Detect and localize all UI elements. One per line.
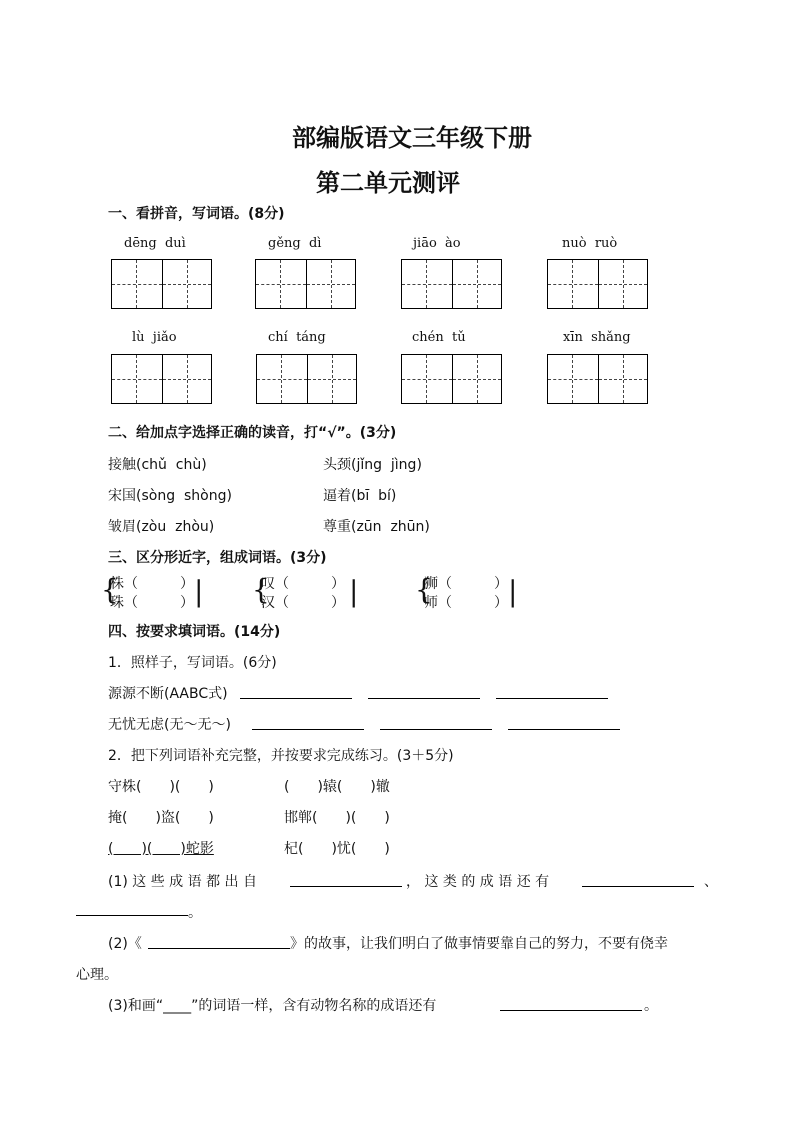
answer-line[interactable] (582, 886, 694, 887)
answer-line[interactable] (496, 698, 608, 699)
idiom-blank[interactable]: 邯郸( )( ) (284, 810, 390, 826)
pinyin-label: xīn shǎng (563, 330, 631, 345)
idiom-blank[interactable]: ( )辕( )辙 (284, 779, 390, 795)
idiom-blank[interactable]: 杞( )忧( ) (284, 841, 390, 857)
example-word: 无忧无虑(无～无～) (108, 717, 231, 733)
question-2-label: 2．把下列词语补充完整，并按要求完成练习。(3＋5分) (108, 748, 454, 764)
idiom-blank-underlined[interactable]: ( )( )蛇影 (108, 841, 214, 857)
writing-grid[interactable] (111, 354, 212, 404)
writing-grid[interactable] (547, 354, 648, 404)
practice-2-text: (2)《 (108, 936, 142, 952)
section-1-heading: 一、看拼音，写词语。(8分) (108, 206, 285, 222)
section-3-heading: 三、区分形近字，组成词语。(3分) (108, 550, 327, 566)
right-bracket: | (194, 575, 204, 608)
writing-grid[interactable] (256, 354, 357, 404)
pinyin-label: nuò ruò (562, 236, 618, 251)
idiom-blank[interactable]: 掩( )盗( ) (108, 810, 214, 826)
answer-line[interactable] (290, 886, 402, 887)
pronunciation-item[interactable]: 逼着(bī bí) (323, 488, 397, 504)
char-pair-item[interactable]: 师（ ） (424, 595, 508, 611)
char-pair-item[interactable]: 狮（ ） (424, 576, 508, 592)
writing-grid[interactable] (547, 259, 648, 309)
pinyin-label: chí táng (268, 330, 326, 345)
page-subtitle: 第二单元测评 (316, 169, 460, 197)
pronunciation-item[interactable]: 接触(chǔ chù) (108, 457, 207, 473)
answer-line[interactable] (148, 948, 290, 949)
pinyin-label: dēng duì (124, 236, 186, 251)
answer-line[interactable] (508, 729, 620, 730)
practice-2-text: 心理。 (76, 967, 118, 983)
answer-line[interactable] (240, 698, 352, 699)
answer-line[interactable] (380, 729, 492, 730)
char-pair-item[interactable]: 汉（ ） (261, 595, 345, 611)
pinyin-label: chén tǔ (412, 330, 466, 345)
example-word: 源源不断(AABC式) (108, 686, 228, 702)
pronunciation-item[interactable]: 头颈(jǐng jìng) (323, 457, 422, 473)
practice-1-text: 、 (704, 874, 718, 890)
practice-2-text: 》的故事，让我们明白了做事情要靠自己的努力，不要有侥幸 (290, 936, 668, 952)
char-pair-item[interactable]: 珠（ ） (110, 595, 194, 611)
idiom-blank[interactable]: 守株( )( ) (108, 779, 214, 795)
pronunciation-item[interactable]: 宋国(sòng shòng) (108, 488, 232, 504)
writing-grid[interactable] (255, 259, 356, 309)
char-pair-item[interactable]: 叹（ ） (261, 576, 345, 592)
practice-1-text: 。 (188, 905, 202, 921)
pronunciation-item[interactable]: 皱眉(zòu zhòu) (108, 519, 215, 535)
practice-1-text: (1) 这 些 成 语 都 出 自 (108, 874, 257, 890)
right-bracket: | (508, 575, 518, 608)
writing-grid[interactable] (401, 354, 502, 404)
answer-line[interactable] (252, 729, 364, 730)
left-brace: { (415, 573, 433, 606)
pronunciation-item[interactable]: 尊重(zūn zhūn) (323, 519, 430, 535)
left-brace: { (101, 573, 119, 606)
answer-line[interactable] (368, 698, 480, 699)
page-title: 部编版语文三年级下册 (292, 124, 532, 152)
practice-3-text: (3)和画“____”的词语一样，含有动物名称的成语还有 (108, 998, 437, 1014)
writing-grid[interactable] (111, 259, 212, 309)
left-brace: { (252, 573, 270, 606)
answer-line[interactable] (500, 1010, 642, 1011)
section-2-heading: 二、给加点字选择正确的读音，打“√”。(3分) (108, 425, 397, 441)
pinyin-label: lù jiǎo (132, 330, 177, 345)
practice-1-text: ， 这 类 的 成 语 还 有 (406, 874, 550, 890)
writing-grid[interactable] (401, 259, 502, 309)
practice-3-text: 。 (644, 998, 658, 1014)
question-1-label: 1．照样子，写词语。(6分) (108, 655, 277, 671)
pinyin-label: gěng dì (268, 236, 322, 251)
answer-line[interactable] (76, 915, 188, 916)
pinyin-label: jiāo ào (413, 236, 461, 251)
right-bracket: | (349, 575, 359, 608)
char-pair-item[interactable]: 株（ ） (110, 576, 194, 592)
section-4-heading: 四、按要求填词语。(14分) (108, 624, 281, 640)
